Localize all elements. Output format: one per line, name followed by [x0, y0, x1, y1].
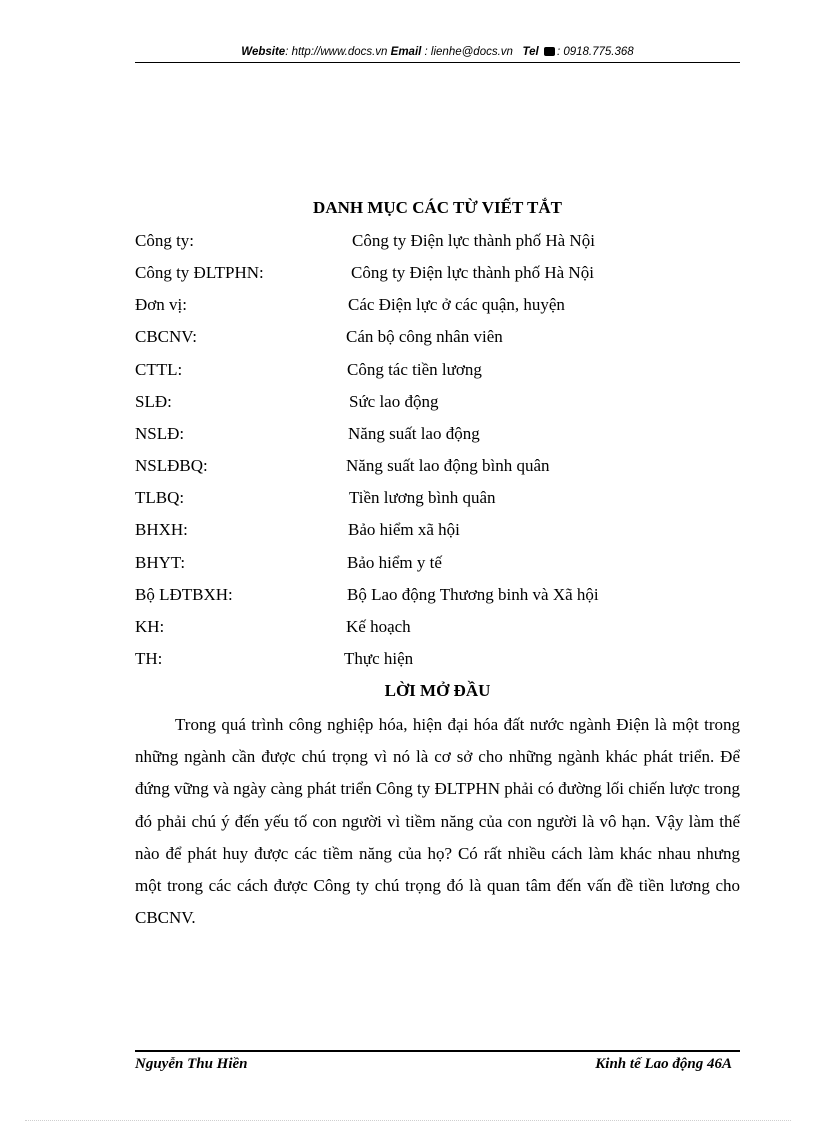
abbreviation-definition: Công ty Điện lực thành phố Hà Nội: [352, 231, 595, 250]
email-label: Email: [390, 46, 422, 58]
abbreviation-definition: Bộ Lao động Thương binh và Xã hội: [347, 585, 599, 604]
abbreviation-term: CBCNV:: [135, 327, 198, 346]
abbreviations-title: DANH MỤC CÁC TỪ VIẾT TẮT: [313, 198, 562, 217]
abbreviation-term: KH:: [135, 617, 165, 636]
abbreviation-definition: Cán bộ công nhân viên: [346, 327, 503, 346]
abbreviation-definition: Thực hiện: [344, 649, 414, 668]
tel-value: : 0918.775.368: [556, 46, 634, 58]
abbreviation-term: BHXH:: [135, 520, 188, 539]
abbreviation-term: Đơn vị:: [135, 295, 187, 314]
abbreviation-term: Bộ LĐTBXH:: [135, 585, 233, 604]
abbreviation-definition: Công ty Điện lực thành phố Hà Nội: [351, 263, 594, 282]
page-header: [135, 46, 740, 63]
tel-label: Tel: [522, 46, 539, 58]
abbreviation-definition: Sức lao động: [349, 392, 439, 411]
abbreviation-definition: Bảo hiểm y tế: [347, 553, 442, 572]
intro-title: LỜI MỞ ĐẦU: [384, 681, 491, 700]
footer-divider: [135, 1050, 740, 1052]
abbreviation-definition: Năng suất lao động bình quân: [346, 456, 550, 475]
footer-class: Kinh tế Lao động 46A: [595, 1056, 732, 1072]
intro-paragraph: Trong quá trình công nghiệp hóa, hiện đại hóa đất nước ngành Điện là một trong những ngành cần được chú trọng vì nó là cơ sở cho những ngành khác phát triển. Để đứng vững và ngày càng phát triển Công ty ĐLTPHN phải có đường lối chiến lược trong đó phải chú ý đến yếu tố con người vì tiềm năng của con người là vô hạn. Vậy làm thế nào để phát huy được các tiềm năng của họ? Có rất nhiều cách làm khác nhau nhưng một trong các cách được Công ty chú trọng đó là quan tâm đến vấn đề tiền lương cho CBCNV.: [135, 715, 740, 928]
abbreviation-term: CTTL:: [135, 360, 183, 379]
abbreviation-definition: Năng suất lao động: [348, 424, 480, 443]
phone-icon: [544, 47, 555, 56]
abbreviation-definition: Tiền lương bình quân: [349, 488, 496, 507]
abbreviation-term: Công ty ĐLTPHN:: [135, 263, 264, 282]
abbreviation-term: TH:: [135, 649, 163, 668]
abbreviation-term: NSLĐBQ:: [135, 456, 208, 475]
email-value: : lienhe@docs.vn: [421, 46, 513, 58]
footer-author: Nguyễn Thu Hiền: [135, 1056, 248, 1072]
abbreviation-term: BHYT:: [135, 553, 186, 572]
abbreviation-term: NSLĐ:: [135, 424, 185, 443]
abbreviation-term: Công ty:: [135, 231, 195, 250]
abbreviation-definition: Công tác tiền lương: [347, 360, 482, 379]
page-bottom-border: [25, 1120, 791, 1121]
abbreviation-term: SLĐ:: [135, 392, 172, 411]
website-value: : http://www.docs.vn: [285, 46, 388, 58]
abbreviation-term: TLBQ:: [135, 488, 185, 507]
abbreviation-definition: Bảo hiểm xã hội: [348, 520, 460, 539]
abbreviation-definition: Các Điện lực ở các quận, huyện: [348, 295, 565, 314]
website-label: Website: [241, 46, 286, 58]
abbreviation-definition: Kế hoạch: [346, 617, 411, 636]
